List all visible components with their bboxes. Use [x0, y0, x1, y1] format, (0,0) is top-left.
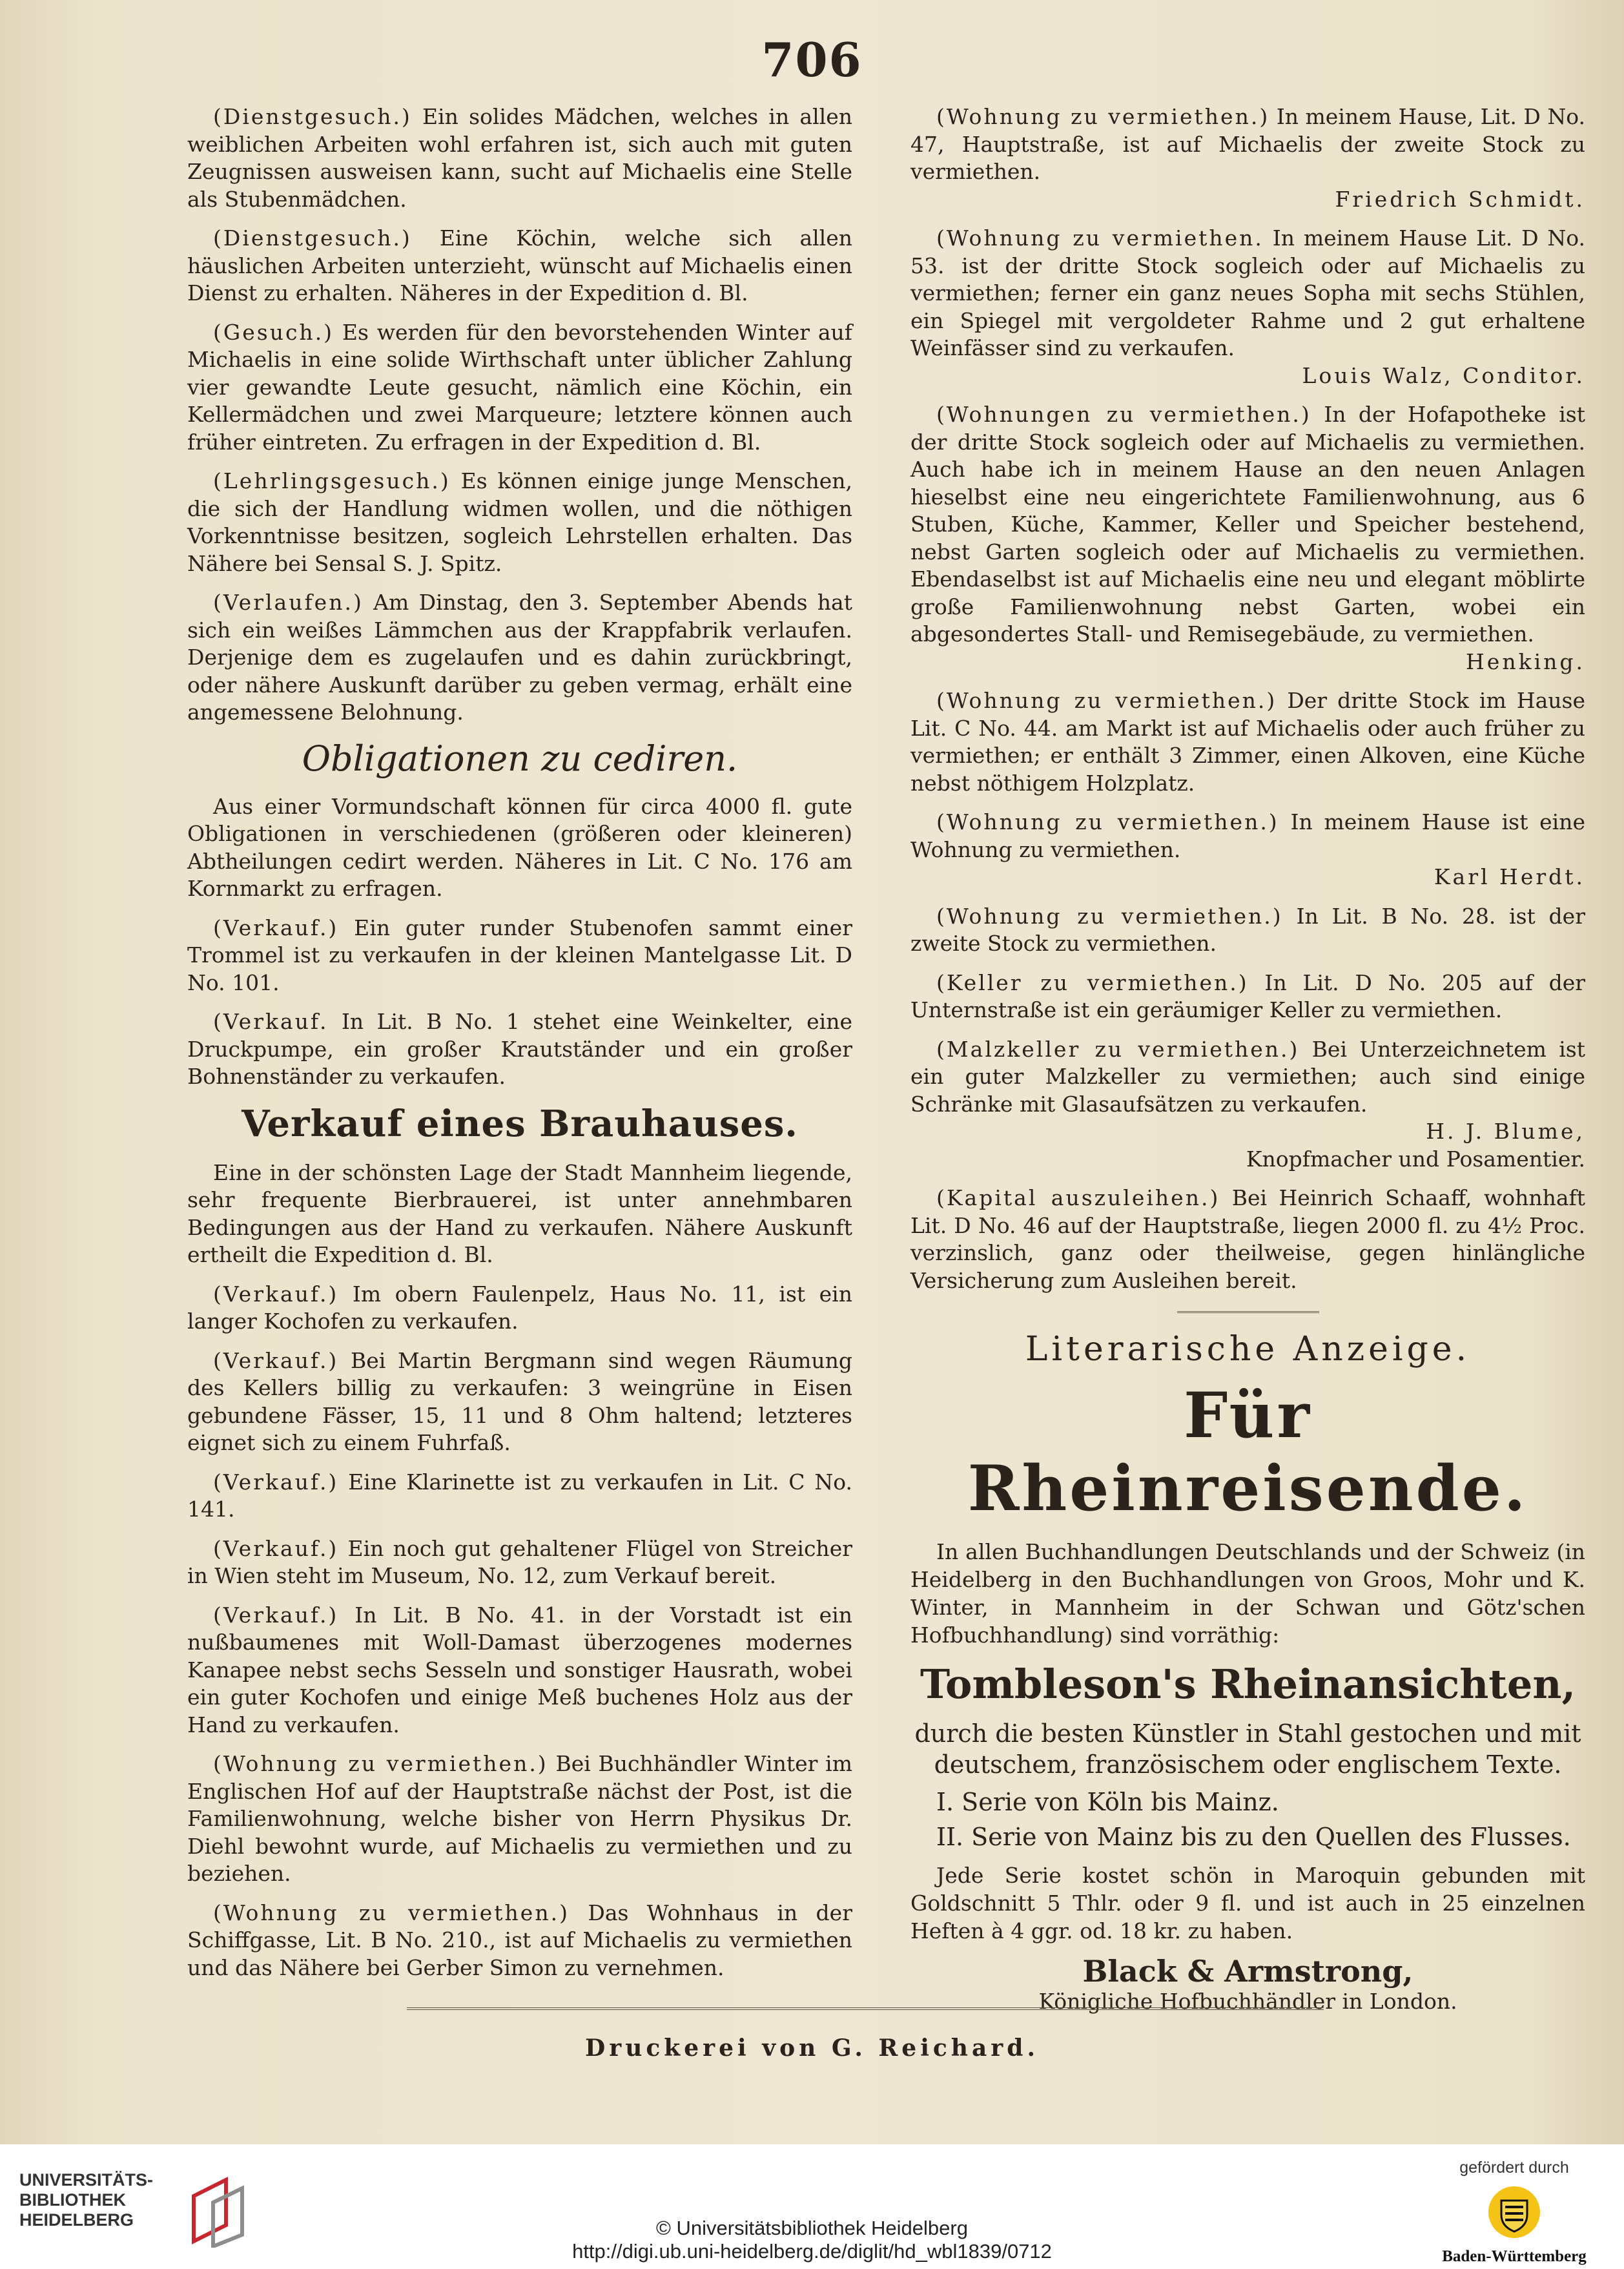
- ad-text: Im obern Faulenpelz, Haus No. 11, ist ein langer Kochofen zu verkaufen.: [187, 1281, 852, 1334]
- classified-ad: [187, 103, 852, 213]
- classified-ad: [187, 589, 852, 727]
- price-text: Jede Serie kostet schön in Maroquin gebunden mit Goldschnitt 5 Thlr. oder 9 fl. und ist auch in 25 einzelnen Heften à 4 ggr. od. 18 kr. zu haben.: [910, 1863, 1585, 1943]
- ad-keyword: (Verkauf.): [213, 1347, 339, 1373]
- classified-ad: [187, 1750, 852, 1888]
- ad-text: Das Wohnhaus in der Schiffgasse, Lit. B No. 210., ist auf Michaelis zu vermiethen und das Nähere bei Gerber Simon zu vernehmen.: [187, 1900, 852, 1980]
- classified-ad: [910, 1185, 1585, 1294]
- ad-keyword: (Wohnung zu vermiethen.): [936, 809, 1279, 834]
- right-column: [910, 103, 1585, 2014]
- ad-text: In der Hofapotheke ist der dritte Stock sogleich oder auf Michaelis zu vermiethen. Auch habe ich in meinem Hause an den neuen Anlagen hieselbst eine neu eingerichtete Familienwohnung, aus 6 Stuben, Küche, Kammer, Keller und Speicher bestehend, nebst Garten sogleich oder auf Michaelis zu vermiethen. Ebendaselbst ist auf Michaelis eine neu und elegant möblirte große Familienwohnung nebst Garten, wobei ein abgesondertes Stall- und Remisegebäude, zu vermiethen.: [910, 402, 1585, 647]
- ad-keyword: (Wohnung zu vermiethen.): [936, 688, 1277, 713]
- ad-keyword: (Verlaufen.): [213, 590, 364, 615]
- literary-title: Literarische Anzeige.: [1025, 1330, 1471, 1369]
- ad-keyword: (Dienstgesuch.): [213, 104, 412, 129]
- section-divider: [1177, 1311, 1319, 1313]
- left-column: [187, 103, 852, 1993]
- classified-ad: [187, 1159, 852, 1269]
- ad-keyword: (Lehrlingsgesuch.): [213, 468, 451, 493]
- classified-ad: [187, 225, 852, 307]
- ad-text: Am Dinstag, den 3. September Abends hat sich ein weißes Lämmchen aus der Krappfabrik verlaufen. Derjenige dem es zugelaufen und es dahin zurückbringt, oder nähere Auskunft darüber zu geben vermag, erhält eine angemessene Belohnung.: [187, 590, 852, 725]
- classified-ad: [187, 468, 852, 577]
- printer-imprint: Druckerei von G. Reichard.: [585, 2035, 1039, 2062]
- classified-ad: [187, 1535, 852, 1590]
- ad-signature: Henking.: [1466, 648, 1585, 674]
- classified-ad: [910, 969, 1585, 1024]
- ad-text: Bei Unterzeichnetem ist ein guter Malzkeller zu vermiethen; auch sind einige Schränke mit Glasaufsätzen zu verkaufen.: [910, 1036, 1585, 1117]
- classified-ad: [187, 793, 852, 903]
- ad-keyword: (Keller zu vermiethen.): [936, 969, 1249, 995]
- ad-text: In meinem Hause Lit. D No. 53. ist der dritte Stock sogleich oder auf Michaelis zu vermiethen; ferner ein ganz neues Sopha mit sechs Stühlen, ein Spiegel mit vergoldeter Rahme und 2 gut erhaltene Weinfässer sind zu verkaufen.: [910, 225, 1585, 360]
- classified-ad: [910, 1036, 1585, 1174]
- ad-signature: Friedrich Schmidt.: [1335, 186, 1585, 212]
- ad-signature: Louis Walz, Conditor.: [1302, 362, 1585, 388]
- book-title: Tombleson's Rheinansichten,: [920, 1661, 1576, 1708]
- classified-ad: [910, 103, 1585, 213]
- ad-signature: H. J. Blume,: [1426, 1119, 1585, 1144]
- ad-text: In Lit. D No. 205 auf der Unternstraße ist ein geräumiger Keller zu vermiethen.: [910, 969, 1585, 1022]
- classified-ad: [187, 915, 852, 997]
- ad-text: In meinem Hause ist eine Wohnung zu vermiethen.: [910, 809, 1585, 862]
- classified-ad: [910, 809, 1585, 891]
- ad-text: Eine Klarinette ist zu verkaufen in Lit. C No. 141.: [187, 1469, 852, 1522]
- sponsor-name: Baden-Württemberg: [1442, 2248, 1587, 2265]
- classified-ad: [187, 1602, 852, 1739]
- ad-text: In Lit. B No. 41. in der Vorstadt ist ein nußbaumenes mit Woll-Damast überzogenes modernes Kanapee nebst sechs Sesseln und sonstiger Hausrath, wobei ein guter Kochofen und einige Meß buchenes Holz aus der Hand zu verkaufen.: [187, 1602, 853, 1737]
- series-item: II. Serie von Mainz bis zu den Quellen des Flusses.: [936, 1823, 1571, 1851]
- literary-headline: Für Rheinreisende.: [967, 1379, 1528, 1525]
- ad-signature-title: Knopfmacher und Posamentier.: [1246, 1146, 1585, 1172]
- sponsor-block[interactable]: [1424, 2159, 1605, 2266]
- publisher-name: Black & Armstrong,: [1082, 1954, 1413, 1989]
- ad-keyword: (Wohnung zu vermiethen.): [213, 1751, 548, 1776]
- copyright-notice: © Universitätsbibliothek Heidelberg: [656, 2217, 968, 2239]
- ad-keyword: (Wohnung zu vermiethen.): [936, 104, 1270, 129]
- ad-keyword: (Verkauf.): [213, 1535, 339, 1561]
- classified-ad: [187, 1281, 852, 1336]
- classified-ad: [187, 1469, 852, 1524]
- ad-keyword: (Verkauf.): [213, 915, 339, 940]
- ad-text: Es werden für den bevorstehenden Winter auf Michaelis in eine solide Wirthschaft unter üblicher Zahlung vier gewandte Leute gesucht, nämlich eine Köchin, ein Kellermädchen und zwei Marqueure; letztere können auch früher eintreten. Zu erfragen in der Expedition d. Bl.: [187, 319, 852, 455]
- library-name-line3: HEIDELBERG: [19, 2210, 134, 2230]
- ad-keyword: (Kapital auszuleihen.): [936, 1185, 1220, 1210]
- ad-text: Eine in der schönsten Lage der Stadt Mannheim liegende, sehr frequente Bierbrauerei, ist unter annehmbaren Bedingungen aus der Hand zu verkaufen. Nähere Auskunft ertheilt die Expedition d. Bl.: [187, 1159, 852, 1267]
- ad-text: Ein solides Mädchen, welches in allen weiblichen Arbeiten wohl erfahren ist, sich auch mit guten Zeugnissen ausweisen kann, sucht auf Michaelis eine Stelle als Stubenmädchen.: [187, 104, 852, 212]
- ad-keyword: (Verkauf.): [213, 1281, 339, 1307]
- ad-text: Der dritte Stock im Hause Lit. C No. 44. am Markt ist auf Michaelis oder auch früher zu vermiethen; er enthält 3 Zimmer, einen Alkoven, eine Küche nebst nöthigem Holzplatz.: [910, 688, 1585, 796]
- ad-text: Bei Heinrich Schaaff, wohnhaft Lit. D No. 46 auf der Hauptstraße, liegen 2000 fl. zu 4½ Proc. verzinslich, ganz oder theilweise, gegen hinlängliche Versicherung zum Ausleihen bereit.: [910, 1185, 1585, 1293]
- section-heading: Verkauf eines Brauhauses.: [242, 1102, 798, 1145]
- state-coat-of-arms-icon: [1486, 2184, 1543, 2241]
- bottom-divider: [407, 2007, 1324, 2010]
- classified-ad: [187, 1347, 852, 1457]
- classified-ad: [187, 319, 852, 457]
- viewer-footer: [0, 2144, 1624, 2269]
- publisher-subtitle: Königliche Hofbuchhändler in London.: [1038, 1989, 1457, 2014]
- ad-keyword: (Dienstgesuch.): [213, 225, 412, 251]
- classified-ad: [910, 401, 1585, 676]
- classified-ad: [910, 687, 1585, 797]
- series-item: I. Serie von Köln bis Mainz.: [936, 1788, 1279, 1816]
- ad-text: In Lit. B No. 1 stehet eine Weinkelter, eine Druckpumpe, ein großer Krautständer und ein großer Bohnenständer zu verkaufen.: [187, 1009, 852, 1089]
- ad-text: Es können einige junge Menschen, die sich der Handlung widmen wollen, und die nöthigen Vorkenntnisse besitzen, sogleich Lehrstellen erhalten. Das Nähere bei Sensal S. J. Spitz.: [187, 468, 852, 576]
- classified-ad: [187, 1008, 852, 1091]
- ad-text: Bei Buchhändler Winter im Englischen Hof auf der Hauptstraße nächst der Post, ist die Familienwohnung, welche bisher von Herrn Physikus Dr. Diehl bewohnt wurde, auf Michaelis zu vermiethen und zu beziehen.: [187, 1751, 852, 1886]
- ad-keyword: (Wohnung zu vermiethen.: [936, 225, 1264, 251]
- ad-keyword: (Verkauf.): [213, 1602, 339, 1628]
- ad-text: In meinem Hause, Lit. D No. 47, Hauptstraße, ist auf Michaelis der zweite Stock zu vermiethen.: [910, 104, 1585, 184]
- ad-text: In Lit. B No. 28. ist der zweite Stock zu vermiethen.: [910, 903, 1585, 956]
- ad-text: Bei Martin Bergmann sind wegen Räumung des Kellers billig zu verkaufen: 3 weingrüne in Eisen gebundene Fässer, 15, 11 und 8 Ohm haltend; letzteres eignet sich zu einem Fuhrfaß.: [187, 1347, 852, 1455]
- ad-signature: Karl Herdt.: [1434, 864, 1585, 889]
- ad-text: Ein noch gut gehaltener Flügel von Streicher in Wien steht im Museum, No. 12, zum Verkauf bereit.: [187, 1535, 852, 1588]
- permalink-url[interactable]: http://digi.ub.uni-heidelberg.de/diglit/hd_wbl1839/0712: [572, 2240, 1052, 2263]
- library-name-line2: BIBLIOTHEK: [19, 2190, 126, 2210]
- literary-intro: In allen Buchhandlungen Deutschlands und der Schweiz (in Heidelberg in den Buchhandlungen von Groos, Mohr und K. Winter, in Mannheim in der Schwan und Götz'schen Hofbuchhandlung) sind vorräthig:: [910, 1539, 1585, 1648]
- ad-keyword: (Wohnungen zu vermiethen.): [936, 402, 1311, 427]
- ad-keyword: (Verkauf.: [213, 1009, 329, 1034]
- section-heading: Obligationen zu cediren.: [302, 738, 738, 779]
- sponsor-label: gefördert durch: [1459, 2159, 1569, 2177]
- ad-text: Aus einer Vormundschaft können für circa 4000 fl. gute Obligationen in verschiedenen (größeren oder kleineren) Abtheilungen cedirt werden. Näheres in Lit. C No. 176 am Kornmarkt zu erfragen.: [187, 793, 852, 901]
- classified-ad: [187, 1900, 852, 1982]
- page-number: 706: [761, 32, 863, 87]
- ad-text: Eine Köchin, welche sich allen häuslichen Arbeiten unterzieht, wünscht auf Michaelis einen Dienst zu erhalten. Näheres in der Expedition d. Bl.: [187, 225, 853, 306]
- ad-keyword: (Wohnung zu vermiethen.): [213, 1900, 570, 1925]
- ad-text: Ein guter runder Stubenofen sammt einer Trommel ist zu verkaufen in der kleinen Mantelgasse Lit. D No. 101.: [187, 915, 852, 995]
- classified-ad: [910, 903, 1585, 958]
- book-subtitle: durch die besten Künstler in Stahl gestochen und mit deutschem, französischem oder englischem Texte.: [914, 1719, 1581, 1779]
- classified-ad: [910, 225, 1585, 389]
- ad-keyword: (Gesuch.): [213, 319, 334, 345]
- ad-keyword: (Malzkeller zu vermiethen.): [936, 1036, 1300, 1062]
- library-name-line1: UNIVERSITÄTS-: [19, 2170, 154, 2190]
- right-column-ads: [910, 103, 1585, 1294]
- ad-keyword: (Verkauf.): [213, 1469, 339, 1495]
- ad-keyword: (Wohnung zu vermiethen.): [936, 903, 1283, 929]
